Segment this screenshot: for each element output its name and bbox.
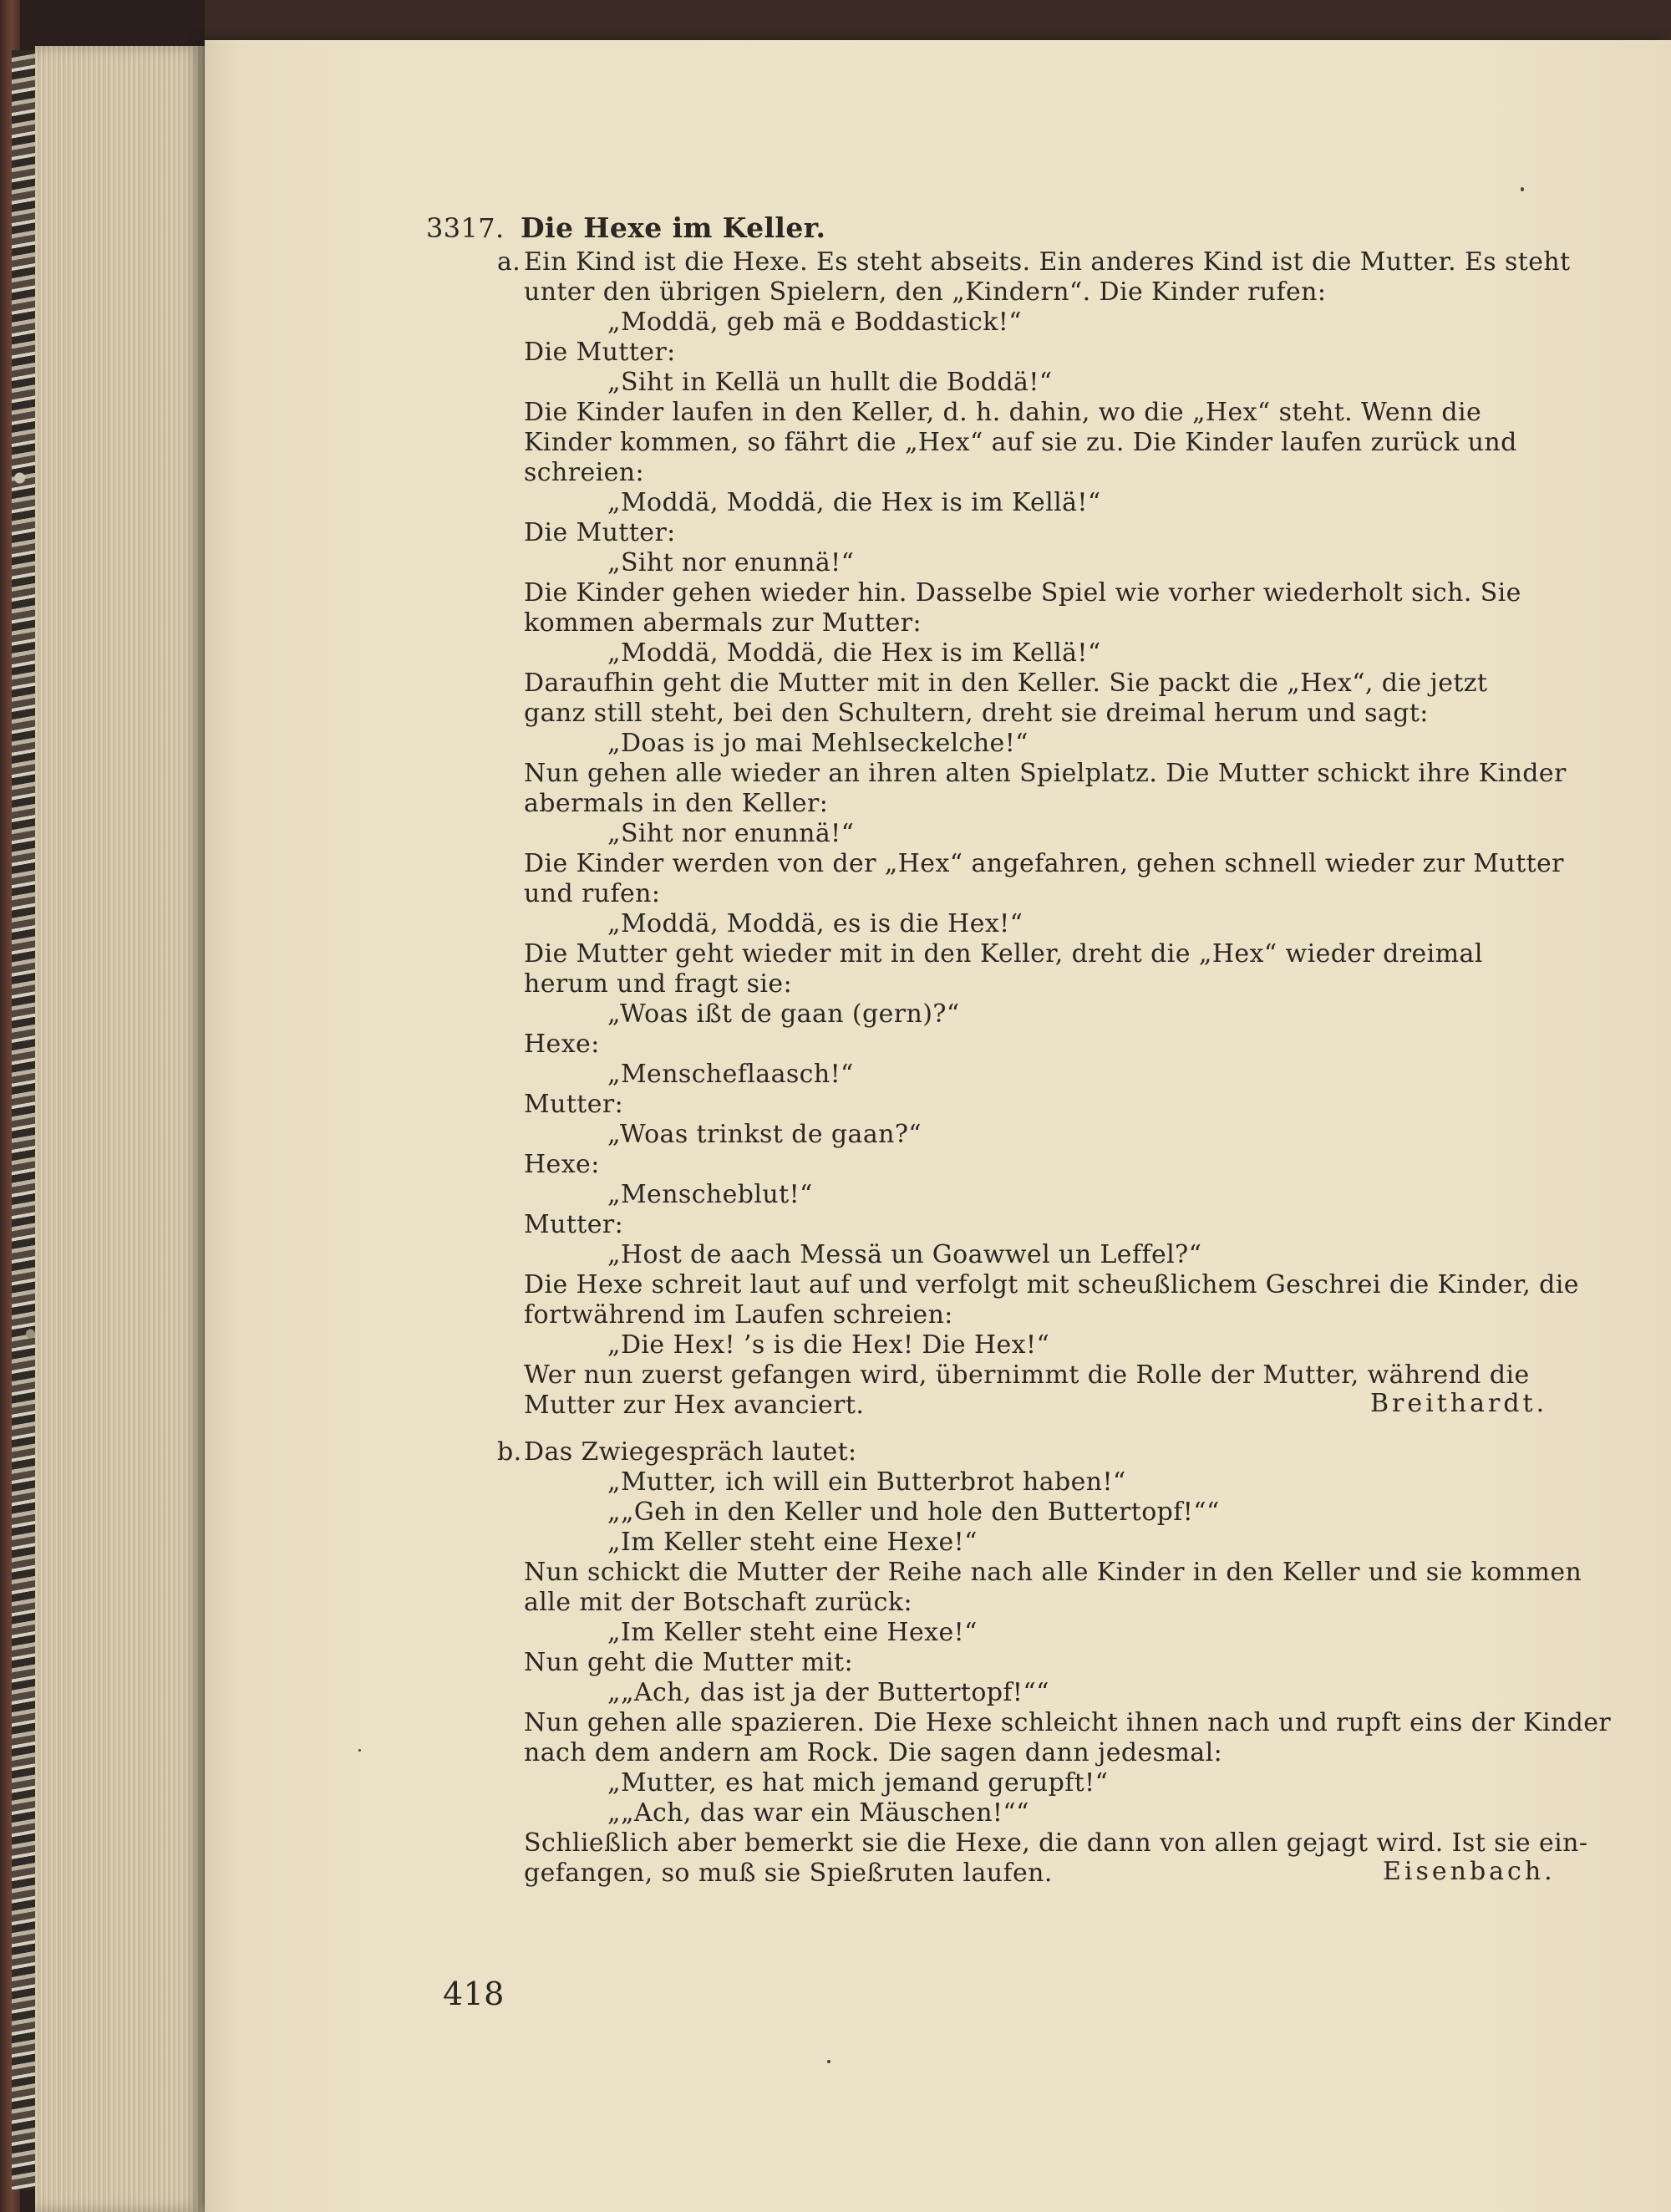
text-line: alle mit der Botschaft zurück: — [524, 1588, 912, 1617]
quote-line: „Mutter, ich will ein Butterbrot haben!“ — [607, 1467, 1126, 1497]
text-line: herum und fragt sie: — [524, 969, 793, 999]
quote-line: „Im Keller steht eine Hexe!“ — [607, 1618, 978, 1647]
section-title: Die Hexe im Keller. — [521, 211, 826, 244]
quote-line: „Siht nor enunnä!“ — [607, 548, 855, 577]
page-stack-edges — [35, 46, 206, 2212]
quote-line: „Moddä, Moddä, die Hex is im Kellä!“ — [607, 488, 1101, 517]
text-line: nach dem andern am Rock. Die sagen dann jedesmal: — [524, 1738, 1223, 1767]
part-a-marker: a. — [497, 247, 521, 277]
text-line: Nun gehen alle spazieren. Die Hexe schleicht ihnen nach und rupft eins der Kinder — [524, 1708, 1612, 1737]
text-line: Die Mutter geht wieder mit in den Keller, dreht die „Hex“ wieder dreimal — [524, 939, 1483, 969]
text-line: und rufen: — [524, 879, 661, 908]
source-attribution: Breithardt. — [1370, 1389, 1548, 1418]
source-attribution: Eisenbach. — [1383, 1857, 1556, 1886]
quote-line: „Menscheblut!“ — [607, 1180, 813, 1209]
quote-line: „Moddä, Moddä, die Hex is im Kellä!“ — [607, 638, 1101, 668]
text-line: Kinder kommen, so fährt die „Hex“ auf sie zu. Die Kinder laufen zurück und — [524, 428, 1517, 457]
quote-line: „Menscheflaasch!“ — [607, 1060, 854, 1089]
text-line: Die Kinder werden von der „Hex“ angefahren, gehen schnell wieder zur Mutter — [524, 849, 1564, 878]
quote-line: „Die Hex! ’s is die Hex! Die Hex!“ — [607, 1330, 1050, 1360]
text-line: schreien: — [524, 458, 644, 487]
text-line: kommen abermals zur Mutter: — [524, 608, 922, 638]
text-line: Daraufhin geht die Mutter mit in den Keller. Sie packt die „Hex“, die jetzt — [524, 669, 1488, 698]
quote-line: „Mutter, es hat mich jemand gerupft!“ — [607, 1768, 1109, 1798]
quote-line: „Woas trinkst de gaan?“ — [607, 1120, 922, 1149]
text-line: unter den übrigen Spielern, den „Kindern“. Die Kinder rufen: — [524, 277, 1327, 307]
text-line: Die Hexe schreit laut auf und verfolgt mit scheußlichem Geschrei die Kinder, die — [524, 1270, 1579, 1299]
quote-line: „Siht nor enunnä!“ — [607, 819, 855, 848]
text-line: Mutter: — [524, 1210, 624, 1239]
book-page — [205, 40, 1671, 2212]
quote-line: „Im Keller steht eine Hexe!“ — [607, 1528, 978, 1557]
quote-line: „„Geh in den Keller und hole den Buttertopf!““ — [607, 1498, 1220, 1527]
quote-line: „Moddä, Moddä, es is die Hex!“ — [607, 909, 1023, 938]
text-line: Das Zwiegespräch lautet: — [524, 1437, 857, 1467]
text-line: Die Mutter: — [524, 518, 676, 547]
text-line: Nun geht die Mutter mit: — [524, 1648, 853, 1677]
text-line: Mutter: — [524, 1090, 624, 1119]
text-line: Ein Kind ist die Hexe. Es steht abseits. Ein anderes Kind ist die Mutter. Es steht — [524, 247, 1571, 277]
text-line: Schließlich aber bemerkt sie die Hexe, die dann von allen gejagt wird. Ist sie ein- — [524, 1828, 1588, 1858]
text-line: Nun schickt die Mutter der Reihe nach alle Kinder in den Keller und sie kommen — [524, 1558, 1582, 1587]
paper-speck — [358, 1749, 361, 1752]
text-line: Die Mutter: — [524, 338, 676, 367]
text-line: Wer nun zuerst gefangen wird, übernimmt die Rolle der Mutter, während die — [524, 1360, 1530, 1390]
text-line: Mutter zur Hex avanciert. — [524, 1391, 865, 1420]
quote-line: „Woas ißt de gaan (gern)?“ — [607, 999, 960, 1029]
text-line: ganz still steht, bei den Schultern, dreht sie dreimal herum und sagt: — [524, 699, 1429, 728]
part-b-marker: b. — [497, 1437, 522, 1467]
section-number: 3317. — [426, 212, 505, 244]
text-line: fortwährend im Laufen schreien: — [524, 1300, 953, 1330]
text-line: Nun gehen alle wieder an ihren alten Spielplatz. Die Mutter schickt ihre Kinder — [524, 759, 1567, 788]
text-line: Hexe: — [524, 1150, 600, 1179]
quote-line: „Siht in Kellä un hullt die Boddä!“ — [607, 368, 1053, 397]
text-line: abermals in den Keller: — [524, 789, 829, 818]
paper-speck — [1521, 187, 1524, 191]
quote-line: „Moddä, geb mä e Boddastick!“ — [607, 308, 1022, 337]
top-shadow — [205, 0, 1671, 40]
text-line: gefangen, so muß sie Spießruten laufen. — [524, 1859, 1053, 1888]
text-line: Die Kinder laufen in den Keller, d. h. dahin, wo die „Hex“ steht. Wenn die — [524, 398, 1482, 427]
page-text — [205, 40, 1671, 2212]
text-line: Die Kinder gehen wieder hin. Dasselbe Spiel wie vorher wiederholt sich. Sie — [524, 578, 1521, 608]
paper-speck — [827, 2060, 830, 2063]
page-number: 418 — [443, 1976, 505, 2012]
quote-line: „Host de aach Messä un Goawwel un Leffel?“ — [607, 1240, 1202, 1269]
quote-line: „„Ach, das ist ja der Buttertopf!““ — [607, 1678, 1049, 1707]
quote-line: „Doas is jo mai Mehlseckelche!“ — [607, 729, 1029, 758]
quote-line: „„Ach, das war ein Mäuschen!““ — [607, 1798, 1029, 1828]
text-line: Hexe: — [524, 1030, 600, 1059]
